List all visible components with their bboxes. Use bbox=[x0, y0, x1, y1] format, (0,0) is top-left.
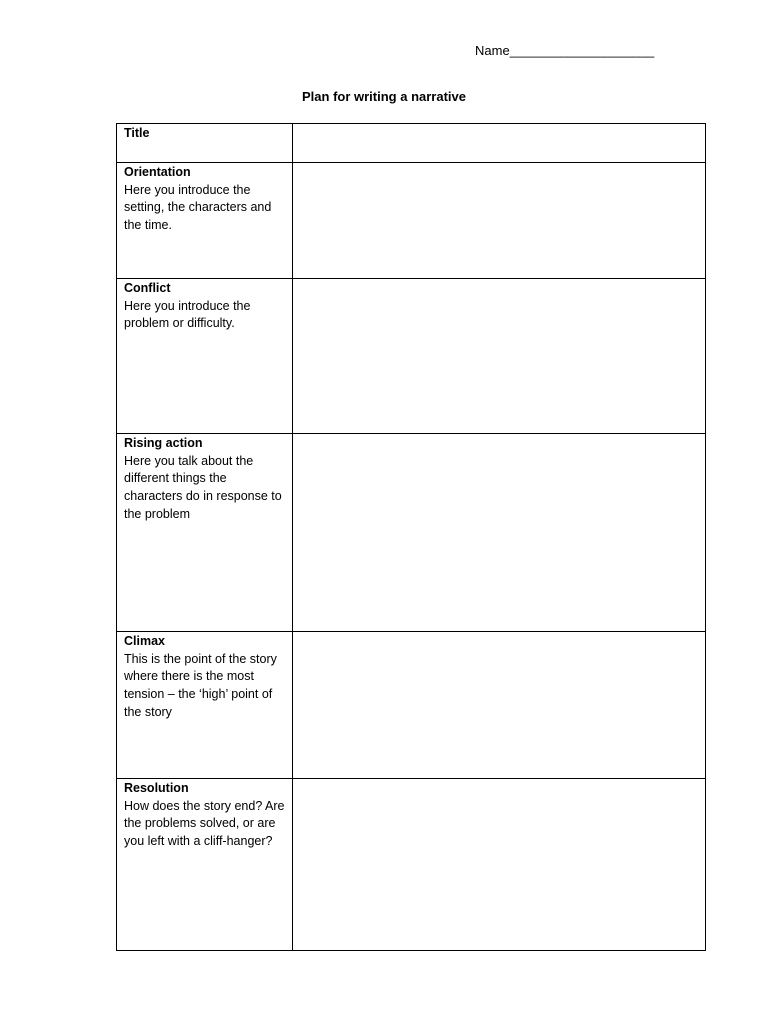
climax-entry-area[interactable] bbox=[293, 632, 706, 779]
table-row-title bbox=[117, 124, 706, 163]
section-label-cell bbox=[117, 779, 293, 951]
name-label: Name bbox=[475, 43, 510, 58]
section-heading: Resolution bbox=[124, 781, 189, 795]
section-label-cell bbox=[117, 632, 293, 779]
rising-action-entry-area[interactable] bbox=[293, 434, 706, 632]
section-heading: Conflict bbox=[124, 281, 171, 295]
resolution-entry-area[interactable] bbox=[293, 779, 706, 951]
name-field bbox=[475, 43, 654, 58]
table-row-rising-action bbox=[117, 434, 706, 632]
section-description: Here you introduce the problem or difficulty. bbox=[124, 298, 251, 331]
section-heading: Title bbox=[124, 126, 150, 140]
section-description: This is the point of the story where there is the most tension – the ‘high’ point of the story bbox=[124, 651, 277, 719]
conflict-entry-area[interactable] bbox=[293, 279, 706, 434]
page-title: Plan for writing a narrative bbox=[302, 89, 466, 104]
section-heading: Rising action bbox=[124, 436, 203, 450]
section-description: Here you talk about the different things the characters do in response to the problem bbox=[124, 453, 282, 521]
section-heading: Climax bbox=[124, 634, 165, 648]
section-label-cell bbox=[117, 279, 293, 434]
name-blank-line[interactable]: ____________________ bbox=[509, 43, 655, 58]
section-description: Here you introduce the setting, the characters and the time. bbox=[124, 182, 272, 233]
table-row-orientation bbox=[117, 163, 706, 279]
title-entry-area[interactable] bbox=[293, 124, 706, 163]
section-heading: Orientation bbox=[124, 165, 191, 179]
section-label-cell bbox=[117, 124, 293, 163]
orientation-entry-area[interactable] bbox=[293, 163, 706, 279]
section-label-cell bbox=[117, 163, 293, 279]
table-row-resolution bbox=[117, 779, 706, 951]
table-row-conflict bbox=[117, 279, 706, 434]
narrative-plan-table bbox=[116, 123, 706, 951]
section-label-cell bbox=[117, 434, 293, 632]
table-row-climax bbox=[117, 632, 706, 779]
section-description: How does the story end? Are the problems solved, or are you left with a cliff-hanger? bbox=[124, 798, 285, 849]
